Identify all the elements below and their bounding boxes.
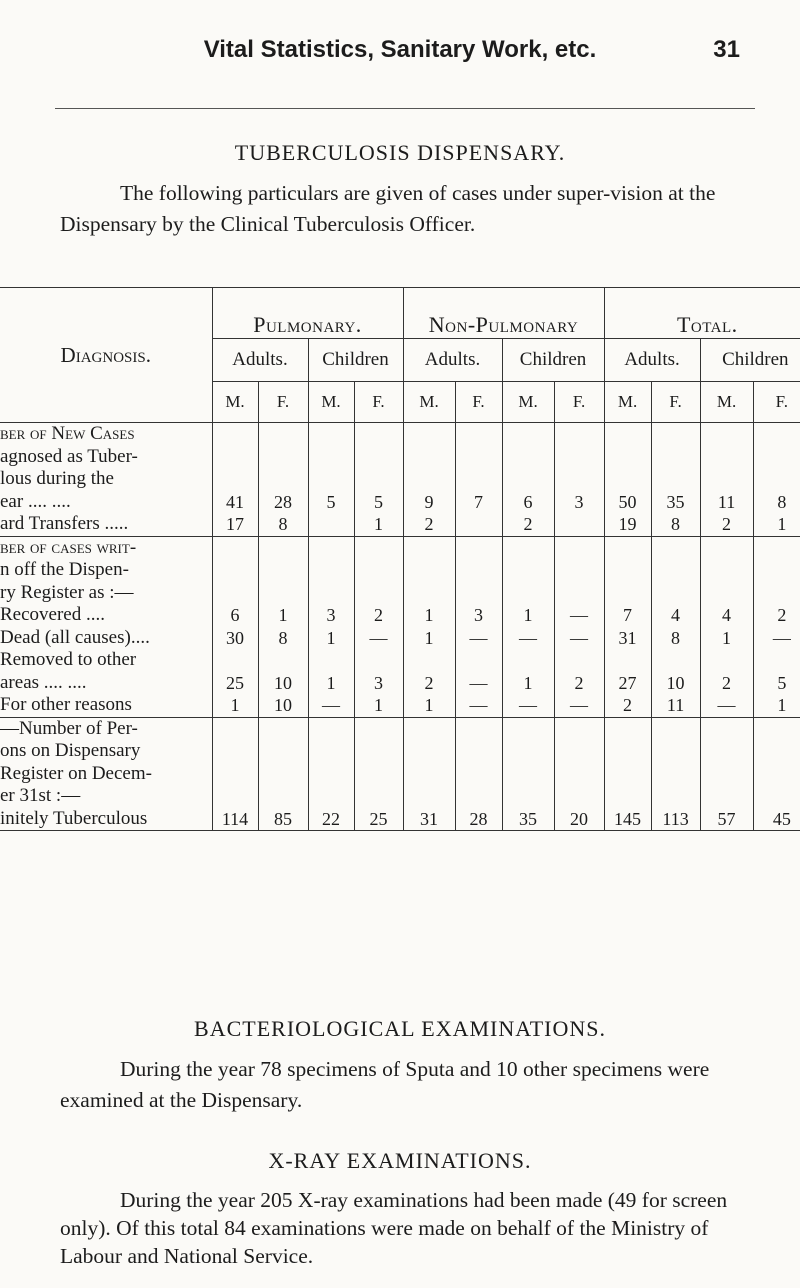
row-label-line: ear .... .... xyxy=(0,490,71,512)
row-label-line: n off the Dispen- xyxy=(0,559,129,580)
header-rule xyxy=(55,108,755,109)
data-column-cell xyxy=(502,717,554,831)
table-cell: — xyxy=(322,695,340,715)
table-cell: 85 xyxy=(274,808,292,829)
table-cell: 41 xyxy=(226,491,244,512)
data-column-cell xyxy=(604,536,651,717)
table-cell: 1 xyxy=(230,695,240,715)
table-cell: 2 xyxy=(374,605,383,625)
data-column-cell xyxy=(308,423,354,537)
table-cell: 6 xyxy=(523,491,533,512)
bacteriological-heading: BACTERIOLOGICAL EXAMINATIONS. xyxy=(194,1016,606,1041)
data-column-cell xyxy=(258,536,308,717)
dispensary-intro: The following particulars are given of cases under super-vision at the Dispensary by the Clinical Tuberculosis Officer. xyxy=(60,181,716,236)
table-cell: 45 xyxy=(772,808,791,829)
row-label-line: areas .... .... xyxy=(0,671,87,693)
data-column-cell xyxy=(753,536,800,717)
data-column-cell xyxy=(455,536,502,717)
table-cell: — xyxy=(519,627,538,648)
dispensary-table xyxy=(0,287,800,831)
data-column-cell xyxy=(502,423,554,537)
row-label-line: agnosed as Tuber- xyxy=(0,445,138,467)
running-title: Vital Statistics, Sanitary Work, etc. xyxy=(203,36,597,63)
table-cell: 35 xyxy=(519,808,538,829)
table-cell: 3 xyxy=(574,491,584,512)
table-cell: 25 xyxy=(226,672,244,693)
table-cell: 1 xyxy=(424,627,434,648)
table-cell: 145 xyxy=(614,808,642,829)
table-cell: 5 xyxy=(374,491,383,512)
data-column-cell xyxy=(403,423,455,537)
data-column-cell xyxy=(354,717,403,831)
table-cell: 5 xyxy=(326,491,336,512)
data-column-cell xyxy=(455,717,502,831)
xray-text: During the year 205 X-ray examinations had been made (49 for screen only). Of this total 84 examinations were made on behalf of the Ministry of Labour and National Service. xyxy=(60,1188,728,1268)
table-cell: 25 xyxy=(369,808,388,829)
table-cell: 2 xyxy=(777,605,787,625)
table-section xyxy=(0,423,800,537)
table-cell: 28 xyxy=(274,491,292,512)
table-cell: 11 xyxy=(666,695,685,715)
table-cell: 9 xyxy=(424,491,434,512)
table-cell: 3 xyxy=(474,605,484,625)
table-cell: 6 xyxy=(230,605,240,625)
data-column-cell xyxy=(354,536,403,717)
table-cell: — xyxy=(519,695,538,715)
data-column-cell xyxy=(700,536,753,717)
data-column-cell xyxy=(212,423,258,537)
bacteriological-text: During the year 78 specimens of Sputa and 10 other specimens were examined at the Dispensary. xyxy=(60,1057,710,1112)
table-cell xyxy=(555,513,604,536)
row-label xyxy=(0,423,212,537)
table-cell xyxy=(456,513,502,536)
table-cell: 1 xyxy=(326,672,336,693)
row-label xyxy=(0,536,212,717)
table-cell: 35 xyxy=(666,491,685,512)
subgroup-adults: Adults. xyxy=(403,339,502,382)
data-column-cell xyxy=(258,717,308,831)
table-cell: 1 xyxy=(424,605,434,625)
sex-header: F. xyxy=(258,382,308,423)
running-header xyxy=(0,36,800,76)
row-label xyxy=(0,717,212,831)
table-cell: 5 xyxy=(777,672,787,693)
table-cell: 2 xyxy=(424,672,434,693)
sex-header: M. xyxy=(700,382,753,423)
table-cell: — xyxy=(570,695,589,715)
table-cell: 8 xyxy=(777,491,787,512)
data-column-cell xyxy=(212,536,258,717)
diagnosis-header: Diagnosis. xyxy=(0,288,212,423)
row-label-line: ard Transfers ..... xyxy=(0,513,129,534)
table-cell: 30 xyxy=(226,627,244,648)
table-cell: 2 xyxy=(722,672,732,693)
table-cell: 3 xyxy=(374,672,383,693)
data-column-cell xyxy=(354,423,403,537)
data-column-cell xyxy=(700,423,753,537)
table-cell: — xyxy=(570,627,589,648)
table-cell: 4 xyxy=(722,605,732,625)
data-column-cell xyxy=(212,717,258,831)
subgroup-children: Children xyxy=(700,339,800,382)
row-label-line: ons on Dispensary xyxy=(0,740,141,761)
table-cell: — xyxy=(570,605,589,625)
table-cell: 57 xyxy=(717,808,736,829)
table-cell: 8 xyxy=(671,627,681,648)
table-cell: 11 xyxy=(717,491,736,512)
group-pulmonary: Pulmonary. xyxy=(212,288,403,339)
row-label-line: ber of New Cases xyxy=(0,423,135,444)
row-label-line: Register on Decem- xyxy=(0,762,152,784)
table-cell: 1 xyxy=(278,605,288,625)
table-cell: — xyxy=(469,627,488,648)
table-cell: 7 xyxy=(474,491,484,512)
table-cell: 1 xyxy=(424,695,434,715)
sex-header: F. xyxy=(354,382,403,423)
table-cell: 1 xyxy=(777,695,787,715)
table-cell: 1 xyxy=(523,605,533,625)
table-cell: 7 xyxy=(623,605,633,625)
data-column-cell xyxy=(651,423,700,537)
table-cell: 17 xyxy=(226,514,244,534)
row-label-line: initely Tuberculous xyxy=(0,807,148,829)
table-cell: 1 xyxy=(374,514,383,534)
data-column-cell xyxy=(554,536,604,717)
table-cell: 3 xyxy=(326,605,336,625)
table-cell: 2 xyxy=(424,514,434,534)
row-label-line: lous during the xyxy=(0,468,114,489)
data-column-cell xyxy=(403,536,455,717)
table-cell: 22 xyxy=(322,808,340,829)
subgroup-adults: Adults. xyxy=(604,339,700,382)
data-column-cell xyxy=(651,717,700,831)
table-section xyxy=(0,717,800,831)
subgroup-children: Children xyxy=(502,339,604,382)
data-column-cell xyxy=(308,536,354,717)
table-section xyxy=(0,536,800,717)
table-cell: 2 xyxy=(722,514,732,534)
dispensary-heading: TUBERCULOSIS DISPENSARY. xyxy=(234,140,566,165)
data-column-cell xyxy=(502,536,554,717)
xray-heading: X-RAY EXAMINATIONS. xyxy=(268,1148,532,1173)
data-column-cell xyxy=(651,536,700,717)
table-cell: 31 xyxy=(618,627,637,648)
data-column-cell xyxy=(403,717,455,831)
table-cell: 114 xyxy=(221,808,249,829)
row-label-line: —Number of Per- xyxy=(0,717,138,739)
table-cell: 2 xyxy=(623,695,633,715)
page-number: 31 xyxy=(713,36,740,63)
table-cell: — xyxy=(717,695,736,715)
sex-header: M. xyxy=(212,382,258,423)
table-cell: — xyxy=(469,695,488,715)
subgroup-children: Children xyxy=(308,339,403,382)
sex-header: M. xyxy=(604,382,651,423)
table-cell xyxy=(309,513,354,536)
table-cell: — xyxy=(369,627,388,648)
table-cell: 31 xyxy=(420,808,439,829)
table-cell: 8 xyxy=(671,514,681,534)
data-column-cell xyxy=(455,423,502,537)
table-cell: — xyxy=(772,627,791,648)
table-cell: 28 xyxy=(469,808,488,829)
data-column-cell xyxy=(554,423,604,537)
data-column-cell xyxy=(753,717,800,831)
data-column-cell xyxy=(604,717,651,831)
table-cell: 2 xyxy=(574,672,584,693)
row-label-line: Removed to other xyxy=(0,649,137,670)
table-cell: 10 xyxy=(274,695,292,715)
table-cell: 1 xyxy=(523,672,533,693)
table-cell: 27 xyxy=(618,672,637,693)
table-cell: — xyxy=(469,672,488,693)
table-cell: 8 xyxy=(278,514,288,534)
group-total: Total. xyxy=(604,288,800,339)
sex-header: F. xyxy=(455,382,502,423)
sex-header: M. xyxy=(502,382,554,423)
data-column-cell xyxy=(308,717,354,831)
table-cell: 19 xyxy=(618,514,637,534)
data-column-cell xyxy=(554,717,604,831)
table-cell: 50 xyxy=(618,491,637,512)
table-cell: 8 xyxy=(278,627,288,648)
row-label-line: Recovered .... xyxy=(0,604,105,625)
group-non-pulmonary: Non-Pulmonary xyxy=(403,288,604,339)
sex-header: M. xyxy=(308,382,354,423)
row-label-line: ber of cases writ- xyxy=(0,536,137,558)
table-cell: 113 xyxy=(662,808,689,829)
table-cell: 1 xyxy=(777,514,787,534)
data-column-cell xyxy=(604,423,651,537)
row-label-line: er 31st :— xyxy=(0,785,81,806)
sex-header: F. xyxy=(753,382,800,423)
row-label-line: For other reasons xyxy=(0,694,132,715)
subgroup-adults: Adults. xyxy=(212,339,308,382)
sex-header: F. xyxy=(651,382,700,423)
data-column-cell xyxy=(753,423,800,537)
row-label-line: ry Register as :— xyxy=(0,581,134,603)
table-cell: 2 xyxy=(523,514,533,534)
table-cell: 20 xyxy=(570,808,589,829)
table-cell: 1 xyxy=(374,695,383,715)
sex-header: F. xyxy=(554,382,604,423)
table-cell: 10 xyxy=(666,672,685,693)
table-cell: 10 xyxy=(274,672,292,693)
data-column-cell xyxy=(258,423,308,537)
sex-header: M. xyxy=(403,382,455,423)
data-column-cell xyxy=(700,717,753,831)
row-label-line: Dead (all causes).... xyxy=(0,626,150,648)
table-cell: 1 xyxy=(722,627,732,648)
table-cell: 1 xyxy=(326,627,336,648)
table-cell: 4 xyxy=(671,605,681,625)
